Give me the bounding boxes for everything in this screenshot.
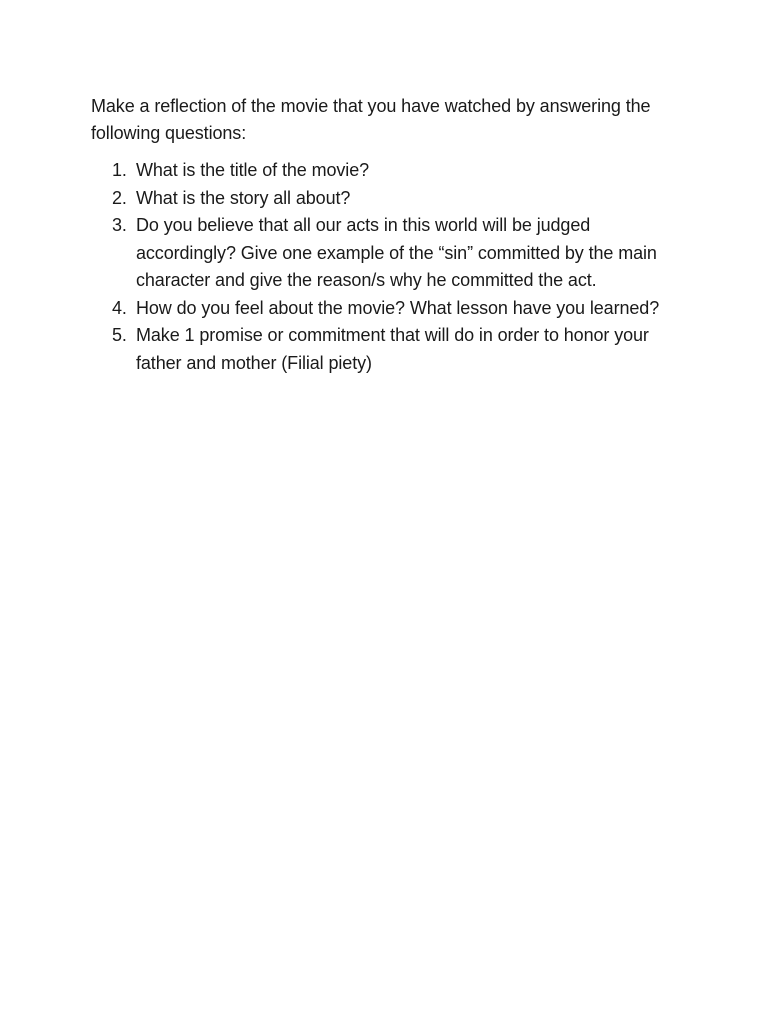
question-item — [91, 295, 691, 323]
question-number: 2. — [112, 187, 127, 208]
question-list — [91, 157, 691, 377]
question-number: 5. — [112, 325, 127, 345]
question-text: Do you believe that all our acts in this world will be judged accordingly? Give one example of the “sin” committed by the main character and give the reason/s why he committed the act. — [136, 215, 657, 290]
question-item — [91, 322, 691, 377]
question-number: 1. — [112, 160, 127, 180]
question-text: Make 1 promise or commitment that will do in order to honor your father and mother (Filial piety) — [136, 325, 649, 373]
question-number: 4. — [112, 297, 127, 318]
question-item — [91, 157, 691, 185]
question-text: What is the title of the movie? — [136, 160, 370, 180]
document-content — [91, 93, 691, 377]
question-item — [91, 185, 691, 213]
question-text: What is the story all about? — [136, 187, 351, 208]
question-item — [91, 212, 691, 295]
question-text: How do you feel about the movie? What lesson have you learned? — [136, 297, 660, 318]
question-number: 3. — [112, 215, 127, 235]
instructions-paragraph: Make a reflection of the movie that you have watched by answering the following questions: — [91, 96, 651, 143]
